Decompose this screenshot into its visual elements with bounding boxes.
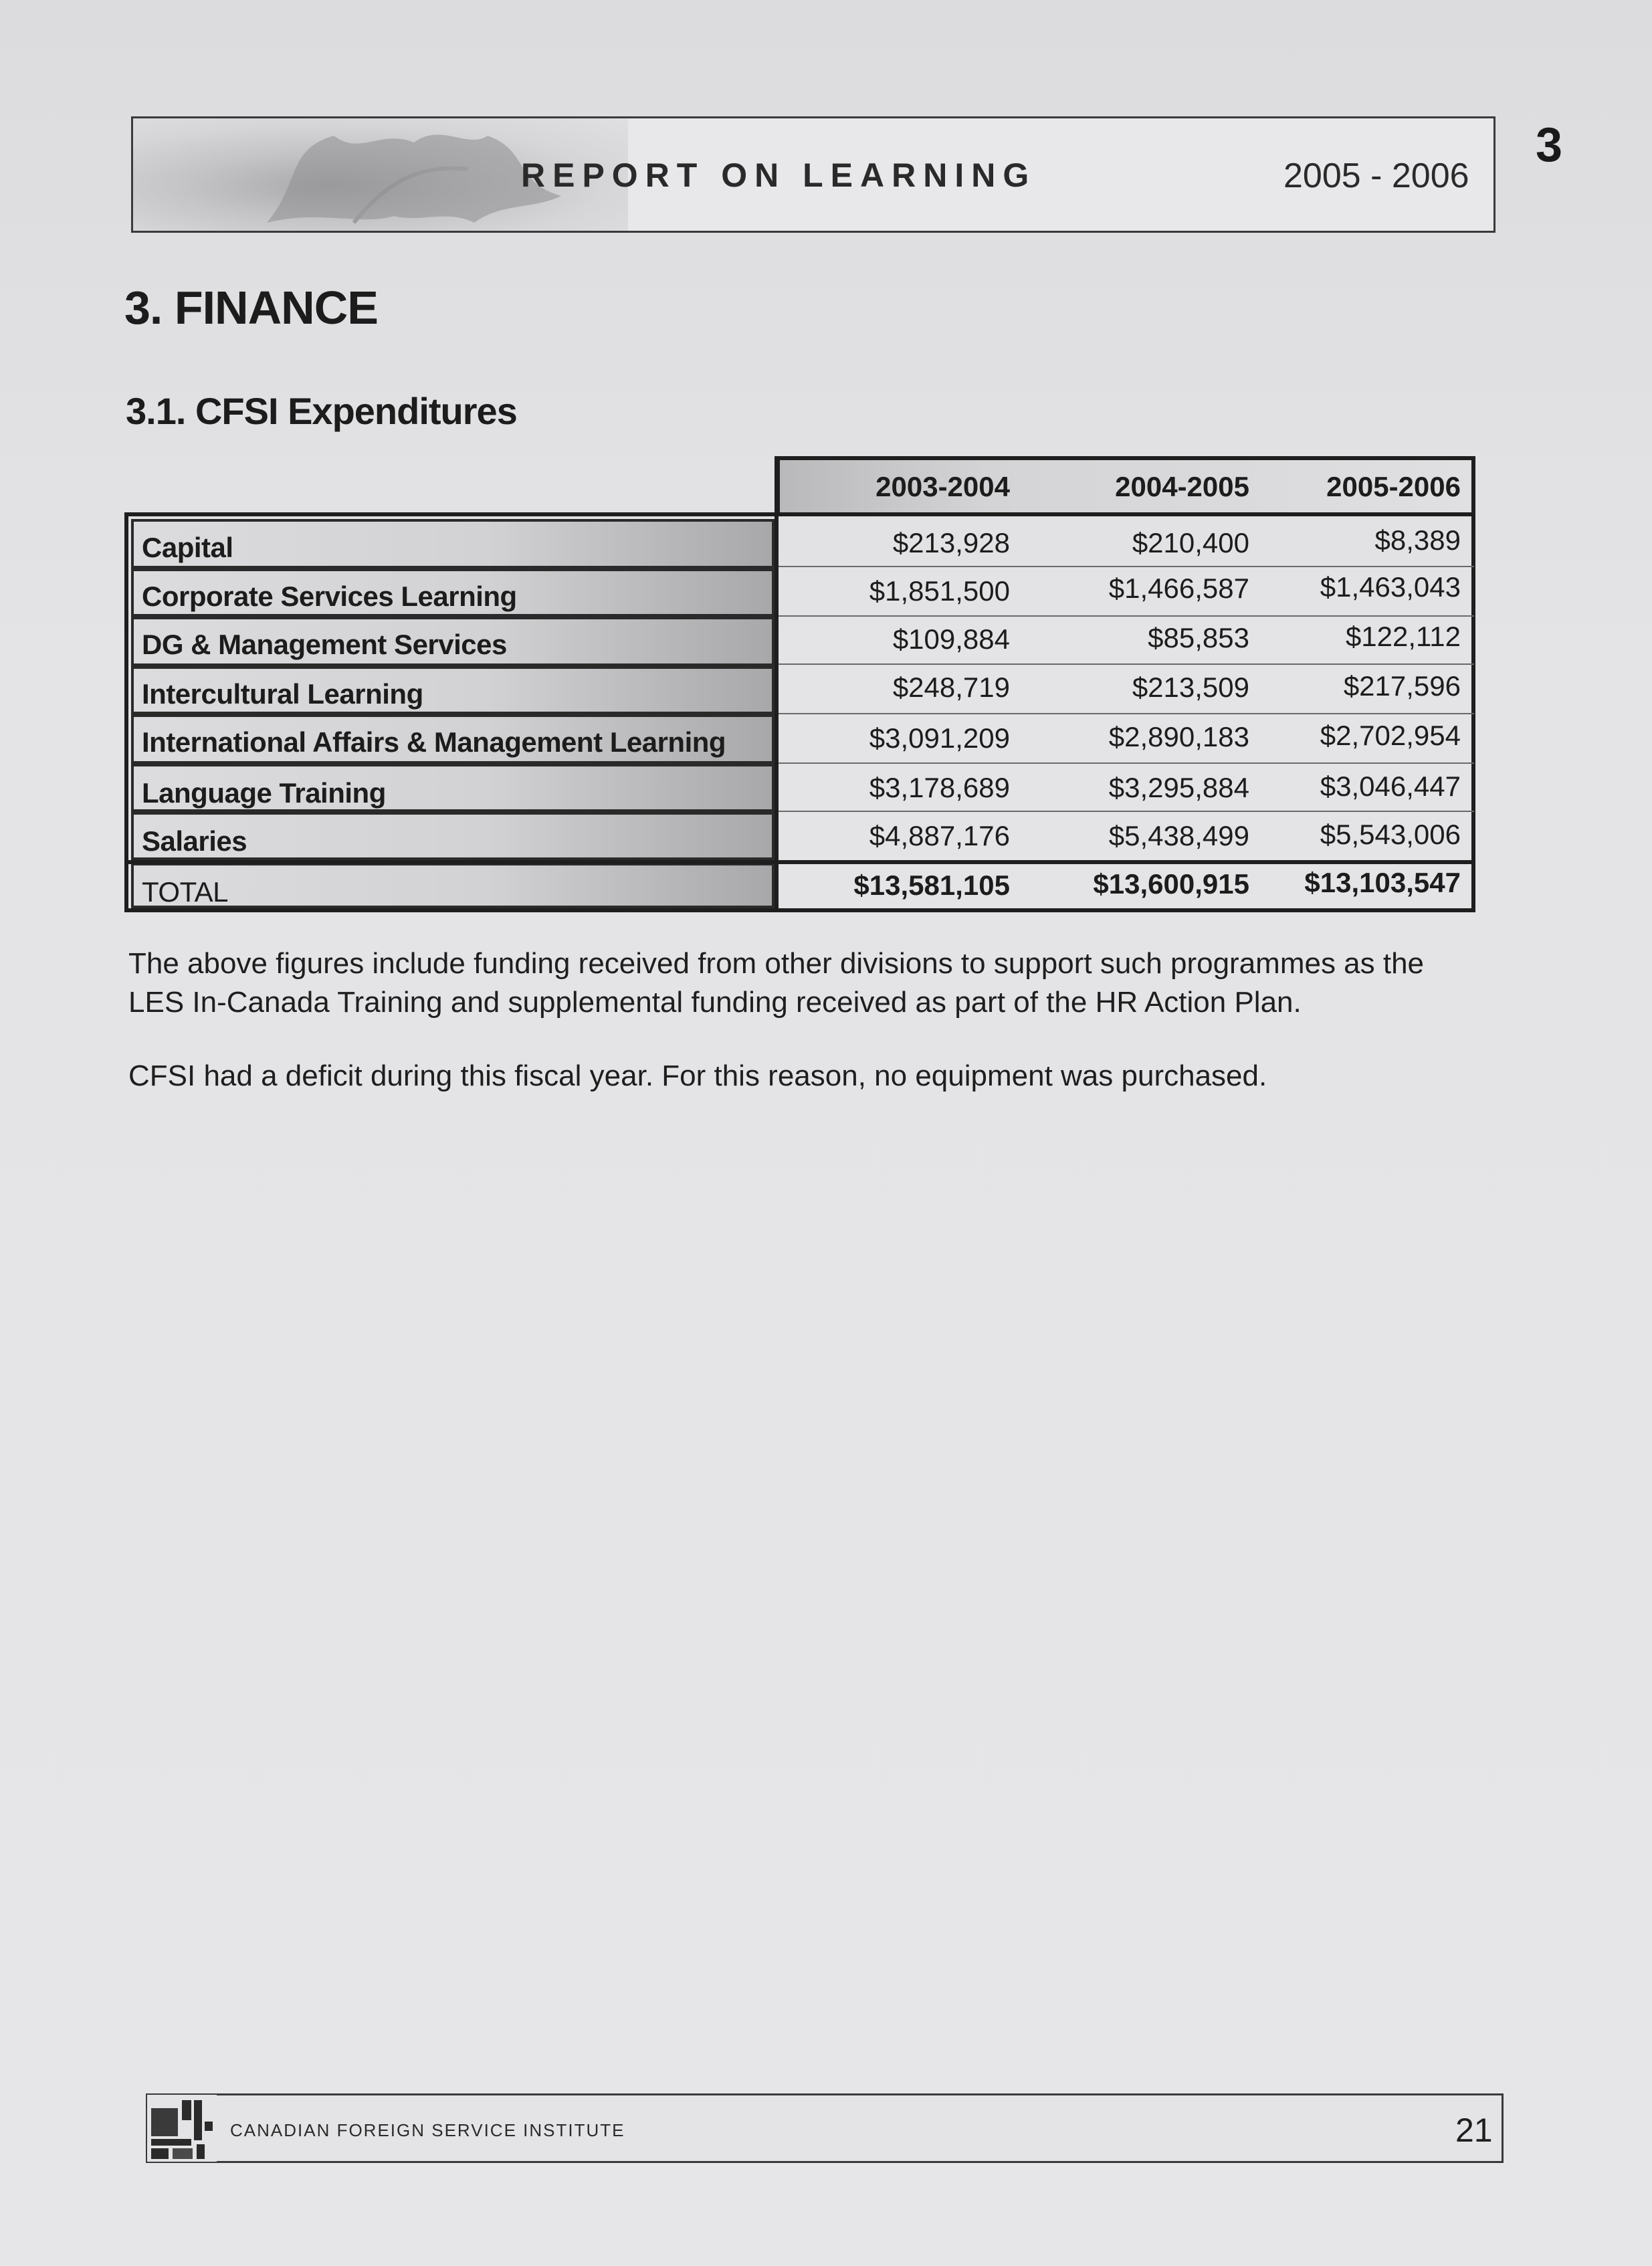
report-header-banner <box>131 116 1495 233</box>
row-label: Capital <box>142 532 233 563</box>
paragraph-line: The above figures include funding received from other divisions to support such programmes as the <box>128 947 1425 980</box>
table-cell: $3,178,689 <box>869 772 1010 803</box>
total-label: TOTAL <box>142 876 228 908</box>
table-cell: $3,295,884 <box>1108 772 1249 803</box>
row-divider <box>779 713 1474 714</box>
table-cell: $4,887,176 <box>869 820 1010 851</box>
total-cell: $13,103,547 <box>1304 867 1461 898</box>
subsection-title: 3.1. CFSI Expenditures <box>126 390 517 432</box>
total-cell: $13,581,105 <box>853 869 1010 901</box>
table-cell: $213,509 <box>1132 672 1249 703</box>
table-cell: $213,928 <box>892 527 1010 558</box>
total-cell: $13,600,915 <box>1093 868 1249 900</box>
row-label: Language Training <box>142 777 386 809</box>
cfsi-logo-icon <box>147 2095 217 2162</box>
total-divider <box>127 860 1474 864</box>
row-divider <box>779 762 1474 764</box>
table-cell: $2,890,183 <box>1108 721 1249 752</box>
row-divider <box>779 663 1474 665</box>
table-cell: $1,851,500 <box>869 575 1010 607</box>
row-divider <box>779 566 1474 567</box>
table-cell: $5,543,006 <box>1320 819 1461 850</box>
chapter-number: 3 <box>1536 118 1563 172</box>
table-cell: $85,853 <box>1148 622 1249 653</box>
page-number: 21 <box>1455 2112 1493 2149</box>
table-cell: $210,400 <box>1132 527 1249 558</box>
row-label: Intercultural Learning <box>142 678 423 710</box>
table-cell: $2,702,954 <box>1320 720 1461 751</box>
table-cell: $5,438,499 <box>1108 820 1249 851</box>
row-label: International Affairs & Management Learning <box>142 726 726 758</box>
section-title: 3. FINANCE <box>124 282 378 334</box>
column-header: 2004-2005 <box>1115 471 1249 502</box>
table-cell: $8,389 <box>1374 524 1461 556</box>
table-cell: $1,463,043 <box>1320 571 1461 603</box>
row-label: DG & Management Services <box>142 629 507 660</box>
paragraph: CFSI had a deficit during this fiscal year. For this reason, no equipment was purchased. <box>128 1059 1267 1092</box>
report-title: REPORT ON LEARNING <box>521 157 1037 194</box>
column-header: 2005-2006 <box>1326 471 1461 502</box>
table-cell: $109,884 <box>892 623 1010 655</box>
table-cell: $248,719 <box>892 672 1010 703</box>
row-divider <box>779 615 1474 617</box>
footer-institute-name: CANADIAN FOREIGN SERVICE INSTITUTE <box>230 2120 625 2140</box>
table-cell: $217,596 <box>1343 670 1461 702</box>
paragraph-line: LES In-Canada Training and supplemental funding received as part of the HR Action Plan. <box>128 986 1302 1019</box>
row-label: Salaries <box>142 825 247 857</box>
row-label: Corporate Services Learning <box>142 581 517 612</box>
table-cell: $1,466,587 <box>1108 573 1249 604</box>
table-cell: $122,112 <box>1345 621 1461 652</box>
row-divider <box>779 811 1474 812</box>
table-divider <box>775 456 779 912</box>
report-year: 2005 - 2006 <box>1283 157 1469 195</box>
column-header: 2003-2004 <box>875 471 1010 502</box>
table-cell: $3,046,447 <box>1320 770 1461 802</box>
table-cell: $3,091,209 <box>869 722 1010 754</box>
